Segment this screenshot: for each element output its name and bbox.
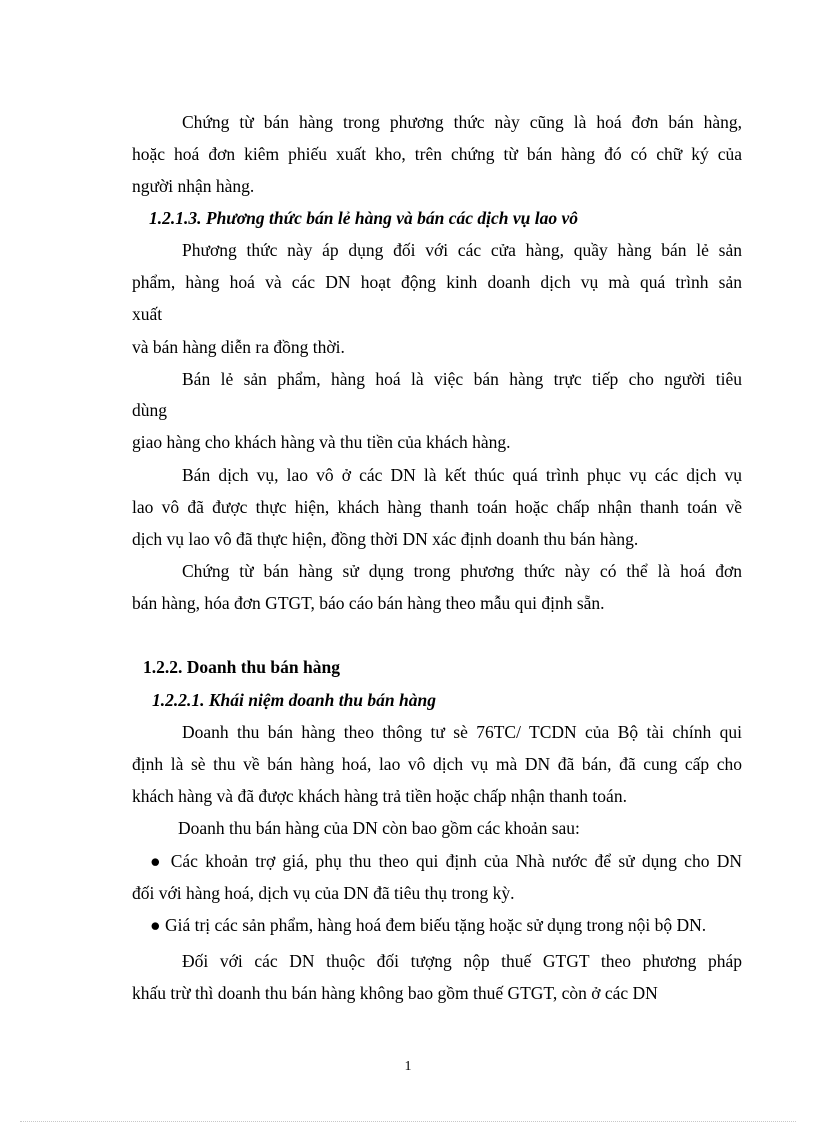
paragraph-line: Chứng từ bán hàng trong phương thức này cũng là hoá đơn bán hàng, <box>182 112 742 132</box>
footer-divider <box>20 1121 796 1122</box>
paragraph-line: Bán lẻ sản phẩm, hàng hoá là việc bán hàng trực tiếp cho người tiêu <box>182 369 742 389</box>
bullet-item: ● Các khoản trợ giá, phụ thu theo qui định của Nhà nước để sử dụng cho DN <box>150 851 742 871</box>
paragraph-line: khấu trừ thì doanh thu bán hàng không bao gồm thuế GTGT, còn ở các DN <box>132 983 658 1003</box>
paragraph-line: hoặc hoá đơn kiêm phiếu xuất kho, trên chứng từ bán hàng đó có chữ ký của <box>132 144 742 164</box>
paragraph-line: người nhận hàng. <box>132 176 255 196</box>
paragraph-line: giao hàng cho khách hàng và thu tiền của khách hàng. <box>132 432 511 452</box>
paragraph-line: dùng <box>132 400 167 420</box>
paragraph-line: Phương thức này áp dụng đối với các cửa hàng, quầy hàng bán lẻ sản <box>182 240 742 260</box>
section-heading-1-2-2-1: 1.2.2.1. Khái niệm doanh thu bán hàng <box>152 690 436 710</box>
paragraph-line: Doanh thu bán hàng theo thông tư sè 76TC/ TCDN của Bộ tài chính qui <box>182 722 742 742</box>
paragraph-line: lao vô đã được thực hiện, khách hàng thanh toán hoặc chấp nhận thanh toán về <box>132 497 742 517</box>
paragraph-line: Bán dịch vụ, lao vô ở các DN là kết thúc quá trình phục vụ các dịch vụ <box>182 465 742 485</box>
paragraph-line: xuất <box>132 304 163 324</box>
paragraph-line: Đối với các DN thuộc đối tượng nộp thuế GTGT theo phương pháp <box>182 951 742 971</box>
paragraph-line: định là sè thu về bán hàng hoá, lao vô dịch vụ mà DN đã bán, đã cung cấp cho <box>132 754 742 774</box>
bullet-item-continuation: đối với hàng hoá, dịch vụ của DN đã tiêu thụ trong kỳ. <box>132 883 515 903</box>
paragraph-line: và bán hàng diễn ra đồng thời. <box>132 337 345 357</box>
page-number: 1 <box>404 1059 412 1074</box>
section-heading-1-2-1-3: 1.2.1.3. Phương thức bán lẻ hàng và bán các dịch vụ lao vô <box>149 208 578 228</box>
bullet-item: ● Giá trị các sản phẩm, hàng hoá đem biếu tặng hoặc sử dụng trong nội bộ DN. <box>150 915 707 935</box>
paragraph-line: dịch vụ lao vô đã thực hiện, đồng thời DN xác định doanh thu bán hàng. <box>132 529 639 549</box>
paragraph-line: khách hàng và đã được khách hàng trả tiền hoặc chấp nhận thanh toán. <box>132 786 627 806</box>
paragraph-line: Chứng từ bán hàng sử dụng trong phương thức này có thể là hoá đơn <box>182 561 742 581</box>
paragraph-line: Doanh thu bán hàng của DN còn bao gồm các khoản sau: <box>178 818 580 838</box>
paragraph-line: bán hàng, hóa đơn GTGT, báo cáo bán hàng theo mẫu qui định sẵn. <box>132 593 605 613</box>
section-heading-1-2-2: 1.2.2. Doanh thu bán hàng <box>143 657 340 677</box>
paragraph-line: phẩm, hàng hoá và các DN hoạt động kinh doanh dịch vụ mà quá trình sản <box>132 272 742 292</box>
